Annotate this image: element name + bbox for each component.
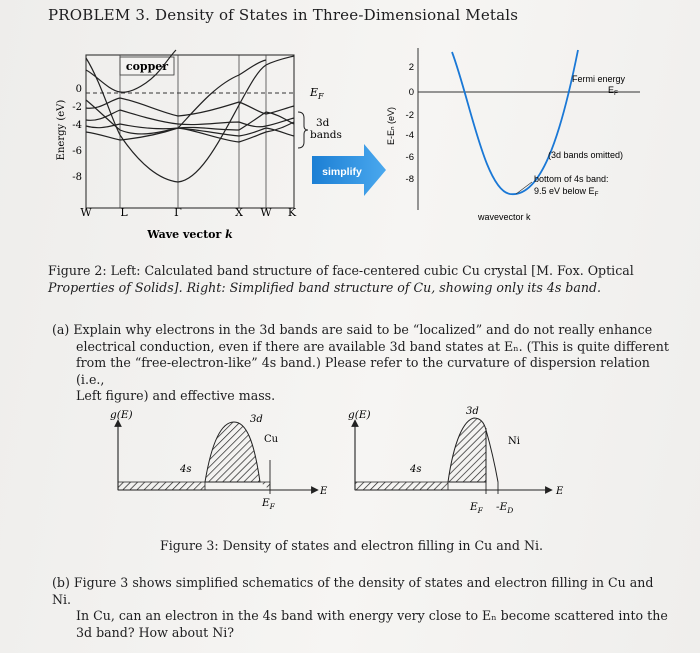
ni-3d-filled	[448, 418, 486, 482]
bands-label: bands	[310, 129, 342, 141]
question-a-line-1: (a) Explain why electrons in the 3d bands are said to be “localized” and do not really enhance	[52, 322, 653, 337]
cu-4s-filled	[118, 482, 205, 490]
figure-3-caption: Figure 3: Density of states and electron filling in Cu and Ni.	[160, 538, 543, 553]
simplify-label: simplify	[322, 166, 362, 178]
x-tick-W1: W	[80, 206, 92, 219]
cu-e-axis-label: E	[320, 486, 328, 497]
fermi-energy-label: Fermi energy	[572, 74, 626, 84]
right-y-tick-2: 2	[408, 62, 414, 73]
ni-4s-label: 4s	[410, 464, 422, 475]
y-tick-6: -6	[72, 146, 82, 157]
cu-3d-filled	[205, 422, 260, 482]
question-b-line-2: In Cu, can an electron in the 4s band with energy very close to Eₙ become scattered into the	[76, 608, 668, 623]
band-3d-e	[86, 100, 294, 142]
band-3d-a	[86, 98, 294, 116]
question-b	[52, 575, 672, 641]
ni-g-label: g(E)	[348, 409, 371, 421]
question-a-line-3: from the “free-electron-like” 4s band.) Please refer to the curvature of dispersion relation (i.e.,	[76, 355, 650, 387]
figure-2-caption	[48, 263, 668, 296]
cu-element-label: Cu	[264, 434, 279, 445]
simplified-band-plot	[386, 48, 640, 222]
right-y-tick-m8: -8	[405, 174, 414, 185]
right-y-axis-label: E-Eₙ (eV)	[386, 106, 396, 146]
right-y-tick-m6: -6	[405, 152, 414, 163]
question-a-line-4: Left figure) and effective mass.	[76, 388, 276, 403]
fermi-energy-symbol: $E_F$	[608, 85, 618, 97]
energy-axis-label: Energy (eV)	[56, 99, 67, 161]
problem-title: PROBLEM 3. Density of States in Three-Dimensional Metals	[48, 6, 519, 24]
cu-4s-label: 4s	[180, 464, 192, 475]
figure-2-caption-line-1: Figure 2: Left: Calculated band structure of face-centered cubic Cu crystal [M. Fox. Optical	[48, 263, 634, 278]
3d-omitted-note: (3d bands omitted)	[548, 150, 624, 160]
ni-4s-filled	[355, 482, 448, 490]
y-tick-8: -8	[72, 172, 82, 183]
copper-label: copper	[125, 60, 169, 73]
figure-3	[0, 400, 700, 530]
figure-2	[0, 30, 700, 280]
band-curves	[86, 50, 294, 182]
band-structure-plot	[56, 50, 342, 241]
ni-element-label: Ni	[508, 436, 520, 447]
ni-e-axis-label: E	[556, 486, 564, 497]
question-a-line-2: electrical conduction, even if there are available 3d band states at Eₙ. (This is quite different	[76, 338, 669, 354]
3d-bands-brace	[298, 112, 308, 148]
3d-label: 3d	[316, 117, 330, 129]
fermi-label: $E_F$	[310, 86, 324, 101]
wavevector-label: wavevector k	[478, 212, 531, 222]
x-tick-K: K	[287, 206, 297, 219]
figure-2-caption-line-2: Properties of Solids]. Right: Simplified band structure of Cu, showing only its 4s band.	[48, 279, 602, 295]
ni-dos-plot	[348, 406, 564, 515]
parabolic-4s-band	[452, 50, 578, 194]
x-tick-X: X	[235, 206, 243, 219]
cu-g-label: g(E)	[110, 409, 133, 421]
question-b-line-3: 3d band? How about Ni?	[76, 624, 235, 640]
ni-fermi-label: $E_F$	[470, 501, 483, 515]
band-upper-right	[178, 60, 266, 128]
y-tick-2: -2	[72, 102, 82, 113]
cu-4s-tail	[260, 482, 270, 490]
right-y-tick-m4: -4	[405, 130, 414, 141]
x-tick-W2: W	[260, 206, 272, 219]
simplify-arrow	[312, 144, 386, 196]
right-y-tick-0: 0	[408, 87, 414, 98]
band-4s	[86, 56, 294, 182]
bottom-4s-note-line1: bottom of 4s band:	[534, 174, 609, 184]
question-b-line-1: (b) Figure 3 shows simplified schematics of the density of states and electron filling in Cu and Ni.	[52, 575, 654, 607]
ni-shift-label: $-E_D$	[496, 501, 514, 515]
cu-fermi-label: $E_F$	[262, 497, 275, 511]
bottom-4s-note-line2: 9.5 eV below $E_F$	[534, 186, 599, 198]
wave-vector-label: Wave vector k	[147, 228, 233, 241]
question-a	[52, 322, 672, 405]
y-tick-4: -4	[72, 120, 82, 131]
right-y-tick-m2: -2	[405, 110, 414, 121]
ni-3d-empty	[486, 430, 498, 482]
y-tick-0: 0	[75, 84, 82, 95]
plot-frame	[86, 55, 294, 208]
cu-3d-label: 3d	[250, 414, 263, 425]
x-tick-Gamma: Γ	[174, 206, 182, 219]
ni-3d-label: 3d	[466, 406, 479, 417]
cu-dos-plot	[110, 409, 328, 511]
x-tick-L: L	[120, 206, 128, 219]
